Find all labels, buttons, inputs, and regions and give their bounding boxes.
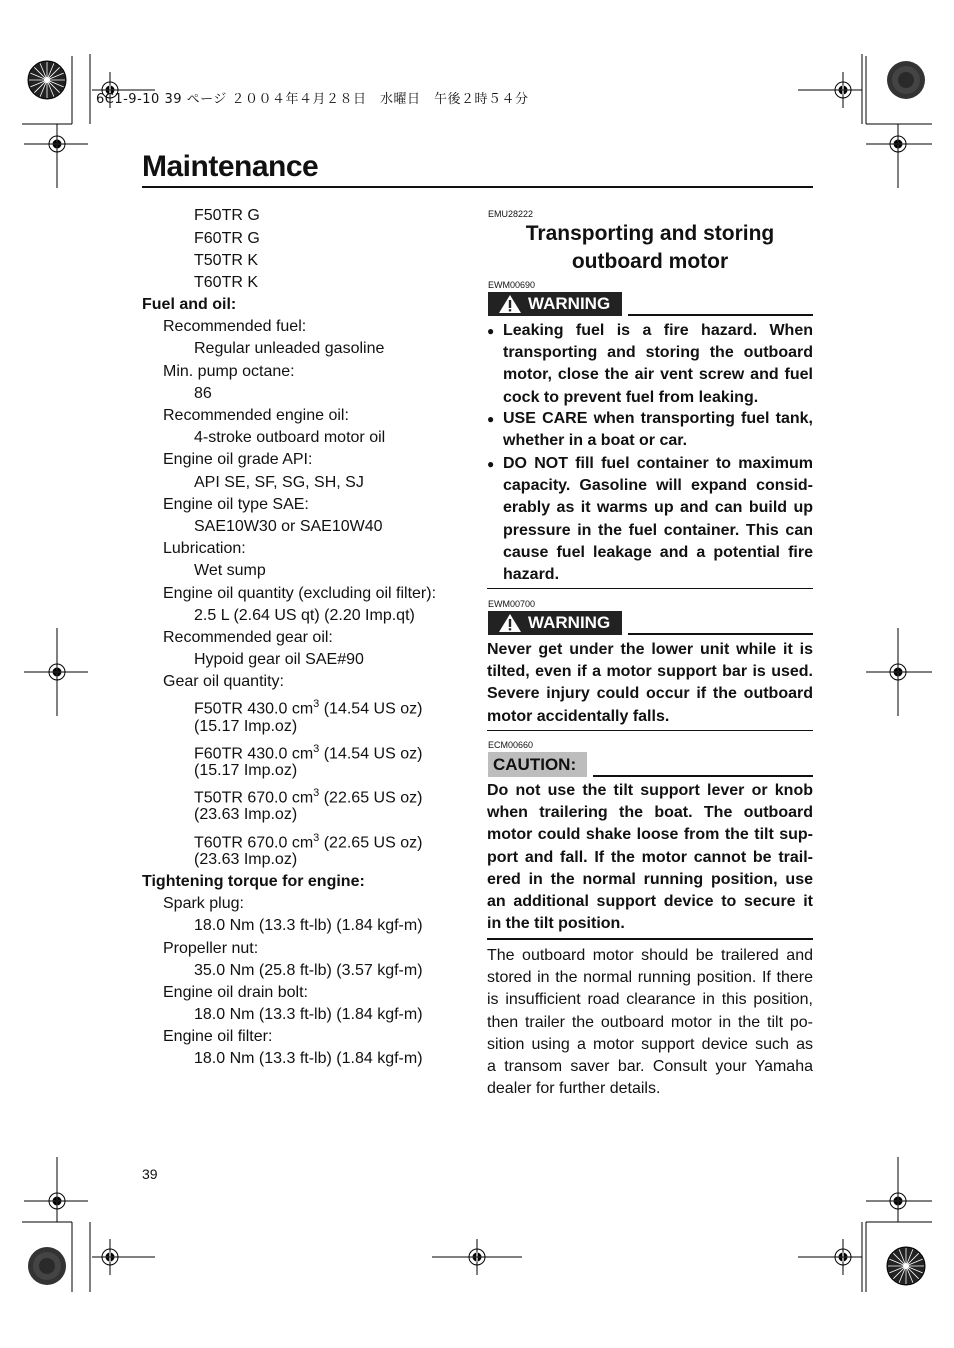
spec-label: Recommended fuel: <box>163 318 307 335</box>
warning-end-rule <box>487 730 813 731</box>
caution-rule <box>593 775 813 777</box>
spec-value: 4-stroke outboard motor oil <box>194 429 386 446</box>
fuel-oil-heading: Fuel and oil: <box>142 296 237 313</box>
spec-label: Engine oil quantity (excluding oil filter): <box>163 585 437 602</box>
body-paragraph: The outboard motor should be trailered and stored in the normal running position. If there is insufficient road clearance in this position, then trailer the outboard motor in the tilt po- sition using a motor support device such as a transom saver bar. Consult your Yamaha dealer for further details. <box>487 947 813 1098</box>
bullet-dot: ● <box>487 412 495 426</box>
warning-triangle-icon <box>498 613 522 633</box>
spec-label: Engine oil grade API: <box>163 451 313 468</box>
spec-value: Hypoid gear oil SAE#90 <box>194 651 364 668</box>
model-line: F50TR G <box>194 207 260 224</box>
spec-label: Gear oil quantity: <box>163 673 284 690</box>
gear-qty-line: (15.17 Imp.oz) <box>194 718 298 735</box>
warning-bullet: Leaking fuel is a fire hazard. When transporting and storing the outboard motor, close the air vent screw and fuel cock to prevent fuel from leaking. <box>503 322 813 406</box>
spec-label: Min. pump octane: <box>163 363 295 380</box>
spec-value: 18.0 Nm (13.3 ft-lb) (1.84 kgf-m) <box>194 1006 423 1023</box>
bullet-dot: ● <box>487 457 495 471</box>
model-line: T60TR K <box>194 274 259 291</box>
spec-value: 18.0 Nm (13.3 ft-lb) (1.84 kgf-m) <box>194 917 423 934</box>
caution-text: Do not use the tilt support lever or knob when trailering the boat. The outboard motor could shake loose from the tilt sup- port and fall. If the motor cannot be trail- ered in the normal running position, use an additional support device to secure it in the tilt position. <box>487 782 813 933</box>
title-rule <box>142 186 813 188</box>
torque-heading: Tightening torque for engine: <box>142 873 365 890</box>
spec-value: SAE10W30 or SAE10W40 <box>194 518 383 535</box>
warning-end-rule <box>487 588 813 589</box>
spec-label: Propeller nut: <box>163 940 259 957</box>
spec-value: API SE, SF, SG, SH, SJ <box>194 474 364 491</box>
section-title: Transporting and storing <box>525 222 775 245</box>
gear-qty-line: (15.17 Imp.oz) <box>194 762 298 779</box>
gear-qty-line: T60TR 670.0 $cm^3$ (22.65 US oz) <box>194 832 423 852</box>
spec-label: Engine oil filter: <box>163 1028 273 1045</box>
gear-qty-line: F60TR 430.0 $cm^3$ (14.54 US oz) <box>194 743 423 763</box>
bullet-dot: ● <box>487 324 495 338</box>
page-number: 39 <box>142 1166 158 1182</box>
warning-code: EWM00690 <box>488 280 536 290</box>
spec-value: 2.5 L (2.64 US qt) (2.20 Imp.qt) <box>194 607 415 624</box>
spec-label: Lubrication: <box>163 540 246 557</box>
spec-label: Engine oil drain bolt: <box>163 984 308 1001</box>
spec-label: Spark plug: <box>163 895 244 912</box>
section-title: outboard motor <box>571 250 729 273</box>
model-line: T50TR K <box>194 252 259 269</box>
spec-value: Wet sump <box>194 562 266 579</box>
warning-text: Never get under the lower unit while it is tilted, even if a motor support bar is used. Severe injury could occur if the outboard motor accidentally falls. <box>487 641 813 725</box>
spec-label: Recommended gear oil: <box>163 629 333 646</box>
gear-qty-line: (23.63 Imp.oz) <box>194 851 298 868</box>
spec-label: Engine oil type SAE: <box>163 496 309 513</box>
warning-label: WARNING <box>488 611 622 635</box>
warning-bullet: DO NOT fill fuel container to maximum capacity. Gasoline will expand consid- erably as it warms up and can build up pressure in the fuel container. This can cause fuel leakage and a potential fire hazard. <box>503 455 813 584</box>
spec-value: 86 <box>194 385 212 402</box>
gear-qty-line: T50TR 670.0 $cm^3$ (22.65 US oz) <box>194 787 423 807</box>
caution-end-rule <box>487 938 813 940</box>
warning-rule <box>628 314 813 316</box>
model-line: F60TR G <box>194 230 260 247</box>
spec-label: Recommended engine oil: <box>163 407 349 424</box>
warning-label: WARNING <box>488 292 622 316</box>
gear-qty-line: F50TR 430.0 $cm^3$ (14.54 US oz) <box>194 698 423 718</box>
gear-qty-line: (23.63 Imp.oz) <box>194 806 298 823</box>
page-title: Maintenance <box>142 150 319 183</box>
caution-label: CAUTION: <box>488 752 587 777</box>
warning-bullet: USE CARE when transporting fuel tank, whether in a boat or car. <box>503 410 813 450</box>
warning-triangle-icon <box>498 294 522 314</box>
spec-value: 35.0 Nm (25.8 ft-lb) (3.57 kgf-m) <box>194 962 423 979</box>
warning-code: EWM00700 <box>488 599 536 609</box>
spec-value: Regular unleaded gasoline <box>194 340 385 357</box>
section-code: EMU28222 <box>488 209 534 219</box>
spec-value: 18.0 Nm (13.3 ft-lb) (1.84 kgf-m) <box>194 1050 423 1067</box>
caution-code: ECM00660 <box>488 740 534 750</box>
warning-rule <box>628 633 813 635</box>
print-header-line: 6C1-9-10 39 ページ ２００４年４月２８日 水曜日 午後２時５４分 <box>96 92 529 107</box>
